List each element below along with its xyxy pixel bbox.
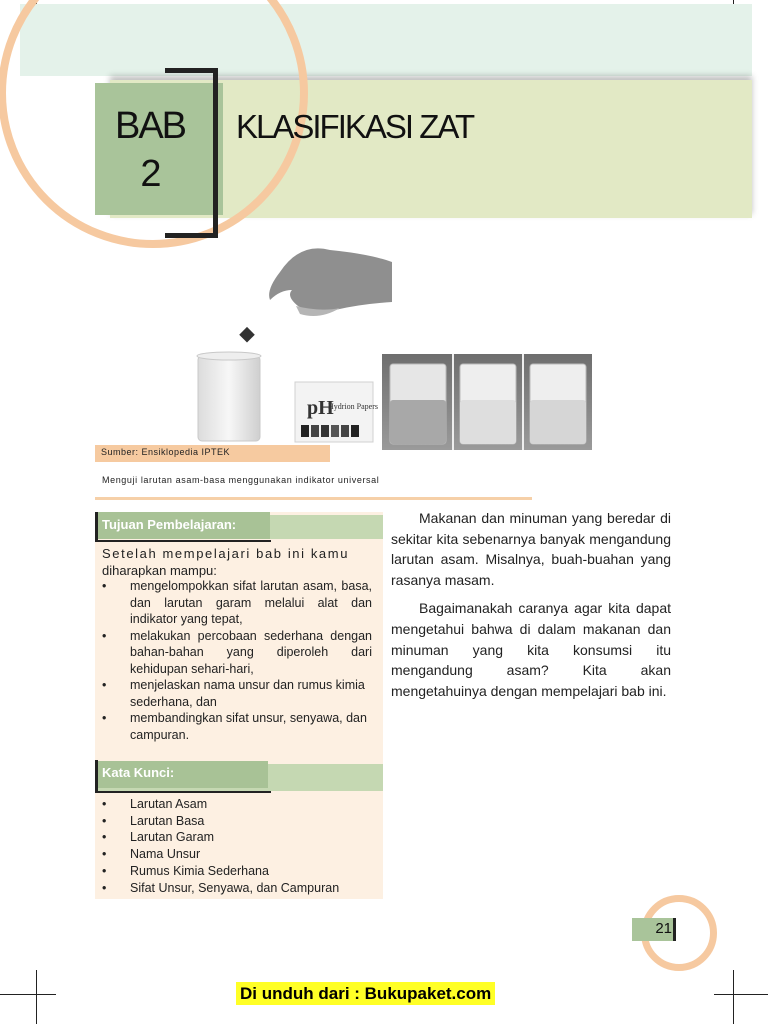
figure-source: Sumber: Ensiklopedia IPTEK: [101, 447, 231, 457]
chapter-bracket: [165, 68, 218, 238]
beaker-photo-panel: [382, 354, 592, 450]
objectives-list: [102, 578, 372, 743]
heading-rule: [95, 540, 271, 542]
keyword-item: • Rumus Kimia Sederhana: [102, 863, 372, 880]
download-source-footer: Di unduh dari : Bukupaket.com: [236, 982, 495, 1005]
body-paragraph: Bagaimanakah caranya agar kita dapat mengetahui bahwa di dalam makanan dan minuman yang kita konsumsi itu mengandung asam? Kita akan mengetahuinya dengan mempelajari bab ini.: [391, 600, 671, 699]
figure-ph-test-photo: [170, 232, 595, 454]
keyword-item: • Larutan Asam: [102, 796, 372, 813]
beaker-icon: [197, 352, 261, 441]
chapter-title: KLASIFIKASI ZAT: [236, 108, 474, 145]
objective-item: • membandingkan sifat unsur, senyawa, dan campuran.: [102, 710, 372, 743]
objectives-intro-line: Setelah mempelajari bab ini kamu: [102, 546, 350, 561]
body-paragraph: Makanan dan minuman yang beredar di sekitar kita sebenarnya banyak mengandung larutan asam. Misalnya, buah-buahan yang rasanya masam.: [391, 510, 671, 588]
objectives-heading: Tujuan Pembelajaran:: [102, 517, 237, 532]
heading-rule: [95, 512, 98, 542]
objective-item: • mengelompokkan sifat larutan asam, basa, dan larutan garam melalui alat dan indikator yang tepat,: [102, 578, 372, 628]
keyword-item: • Nama Unsur: [102, 846, 372, 863]
hydrion-box: [295, 382, 378, 442]
objectives-intro-line: diharapkan mampu:: [102, 562, 217, 578]
crop-mark: [714, 994, 768, 995]
indicator-paper: [239, 327, 255, 343]
heading-rule: [95, 760, 98, 792]
hydrion-label: Hydrion Papers: [328, 402, 378, 411]
figure-caption: Menguji larutan asam-basa menggunakan indikator universal: [102, 475, 380, 485]
hand-illustration: [269, 248, 392, 316]
objectives-intro: [102, 546, 370, 579]
crop-mark: [36, 970, 37, 1024]
objective-item: • melakukan percobaan sederhana dengan bahan-bahan yang diperoleh dari kehidupan sehari-hari,: [102, 628, 372, 678]
chapter-number-value: 2: [140, 153, 160, 195]
page-number: 21: [655, 920, 672, 937]
keywords-list: [102, 796, 372, 896]
keyword-item: • Sifat Unsur, Senyawa, dan Campuran: [102, 880, 372, 897]
keywords-heading: Kata Kunci:: [102, 765, 175, 780]
svg-text:pH: pH: [307, 397, 334, 419]
caption-underline: [95, 497, 532, 500]
page-number-bar: [673, 918, 676, 941]
body-text: [391, 508, 671, 709]
objective-item: • menjelaskan nama unsur dan rumus kimia sederhana, dan: [102, 677, 372, 710]
keyword-item: • Larutan Garam: [102, 829, 372, 846]
keyword-item: • Larutan Basa: [102, 813, 372, 830]
chapter-label: BAB: [114, 105, 186, 147]
crop-mark: [733, 970, 734, 1024]
heading-rule: [95, 791, 271, 793]
crop-mark: [0, 994, 56, 995]
